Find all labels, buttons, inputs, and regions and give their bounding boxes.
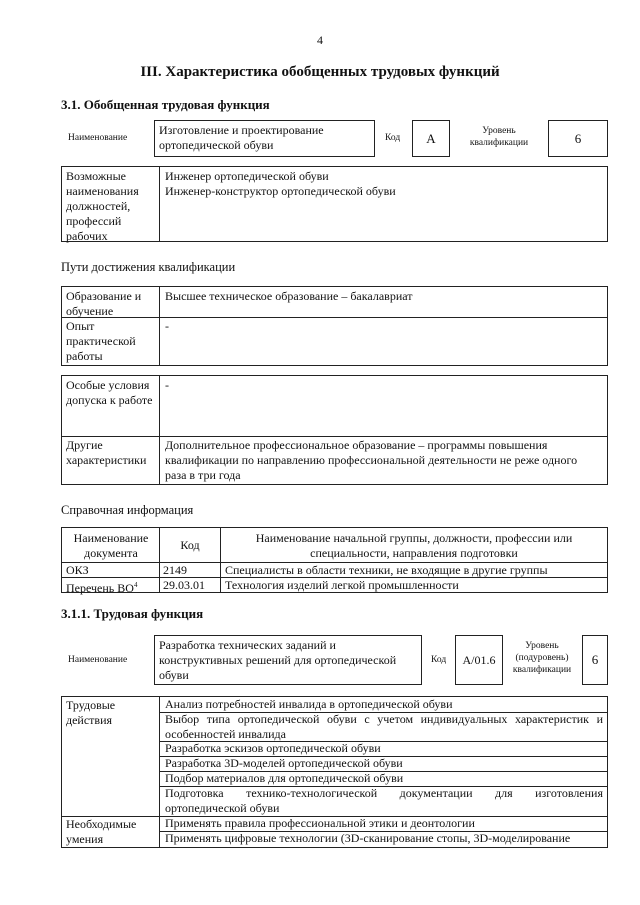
ref-row-code: 2149 xyxy=(163,563,187,577)
gtf-code-value: А xyxy=(426,131,436,146)
actions-label: Трудовые действия xyxy=(66,698,116,727)
paths-heading: Пути достижения квалификации xyxy=(61,260,236,274)
tf-table xyxy=(61,696,608,848)
gtf-name-value: Изготовление и проектирование ортопедической обуви xyxy=(159,123,324,152)
conditions-table xyxy=(61,375,608,485)
ref-row-name: Технология изделий легкой промышленности xyxy=(225,578,459,592)
positions-table xyxy=(61,166,608,242)
reference-heading: Справочная информация xyxy=(61,503,194,517)
ref-col-name: Наименование начальной группы, должности, профессии или специальности, направления подготовки xyxy=(255,531,573,560)
action-item: Выбор типа ортопедической обуви с учетом индивидуальных характеристик и особенностей инвалида xyxy=(165,712,603,741)
tf-code-label: Код xyxy=(431,655,447,665)
ref-row-code: 29.03.01 xyxy=(163,578,205,592)
tf-level-label: Уровень (подуровень) квалификации xyxy=(512,641,572,675)
page-number: 4 xyxy=(317,33,323,47)
tf-code-value: А/01.6 xyxy=(462,653,496,667)
gtf-level-value: 6 xyxy=(574,131,582,146)
tf-name-box xyxy=(154,635,422,685)
experience-value: - xyxy=(165,319,169,333)
action-item: Разработка эскизов ортопедической обуви xyxy=(165,741,381,755)
other-value: Дополнительное профессиональное образование – программы повышения квалификации по направлению профессиональной деятельности не реже одного раза в три года xyxy=(165,438,578,482)
skill-item: Применять цифровые технологии (3D-сканирование стопы, 3D-моделирование xyxy=(165,831,571,845)
gtf-code-box xyxy=(412,120,450,157)
ref-row-doc: Перечень $ВО^4$ xyxy=(66,581,138,595)
education-value: Высшее техническое образование – бакалавриат xyxy=(165,289,413,303)
education-label: Образование и обучение xyxy=(66,289,142,318)
education-table xyxy=(61,286,608,366)
action-item: Анализ потребностей инвалида в ортопедической обуви xyxy=(165,697,453,711)
special-label: Особые условия допуска к работе xyxy=(66,378,153,407)
experience-label: Опыт практической работы xyxy=(66,319,136,363)
gtf-level-box xyxy=(548,120,608,157)
special-value: - xyxy=(165,378,169,392)
ref-row-doc: ОКЗ xyxy=(66,563,89,577)
tf-heading: 3.1.1. Трудовая функция xyxy=(61,606,204,621)
other-label: Другие характеристики xyxy=(66,438,147,467)
skills-label: Необходимые умения xyxy=(66,817,137,846)
tf-code-box xyxy=(455,635,503,685)
positions-list xyxy=(165,169,605,199)
gtf-level-label: Уровень квалификации xyxy=(469,126,529,148)
action-item: Подготовка технико-технологической документации для изготовления ортопедической обуви xyxy=(165,786,603,815)
footnote-mark: 4 xyxy=(133,581,138,589)
ref-col-doc: Наименование документа xyxy=(73,531,149,560)
action-item: Разработка 3D-моделей ортопедической обуви xyxy=(165,756,403,770)
section-title: III. Характеристика обобщенных трудовых функций xyxy=(140,64,500,80)
tf-name-label: Наименование xyxy=(68,655,128,665)
gtf-heading: 3.1. Обобщенная трудовая функция xyxy=(61,97,270,112)
position-item: Инженер-конструктор ортопедической обуви xyxy=(165,184,396,198)
gtf-name-box xyxy=(154,120,375,157)
gtf-code-label: Код xyxy=(385,133,401,143)
skill-item: Применять правила профессиональной этики и деонтологии xyxy=(165,816,475,830)
tf-level-box xyxy=(582,635,608,685)
reference-table xyxy=(61,527,608,593)
tf-name-value: Разработка технических заданий и конструктивных решений для ортопедической обуви xyxy=(159,638,397,682)
ref-col-code: Код xyxy=(180,538,200,552)
action-item: Подбор материалов для ортопедической обуви xyxy=(165,771,404,785)
positions-label: Возможные наименования должностей, профессий рабочих xyxy=(66,169,139,243)
position-item: Инженер ортопедической обуви xyxy=(165,169,329,183)
ref-row-name: Специалисты в области техники, не входящие в другие группы xyxy=(225,563,548,577)
gtf-name-label: Наименование xyxy=(68,133,128,143)
tf-level-value: 6 xyxy=(591,652,599,667)
